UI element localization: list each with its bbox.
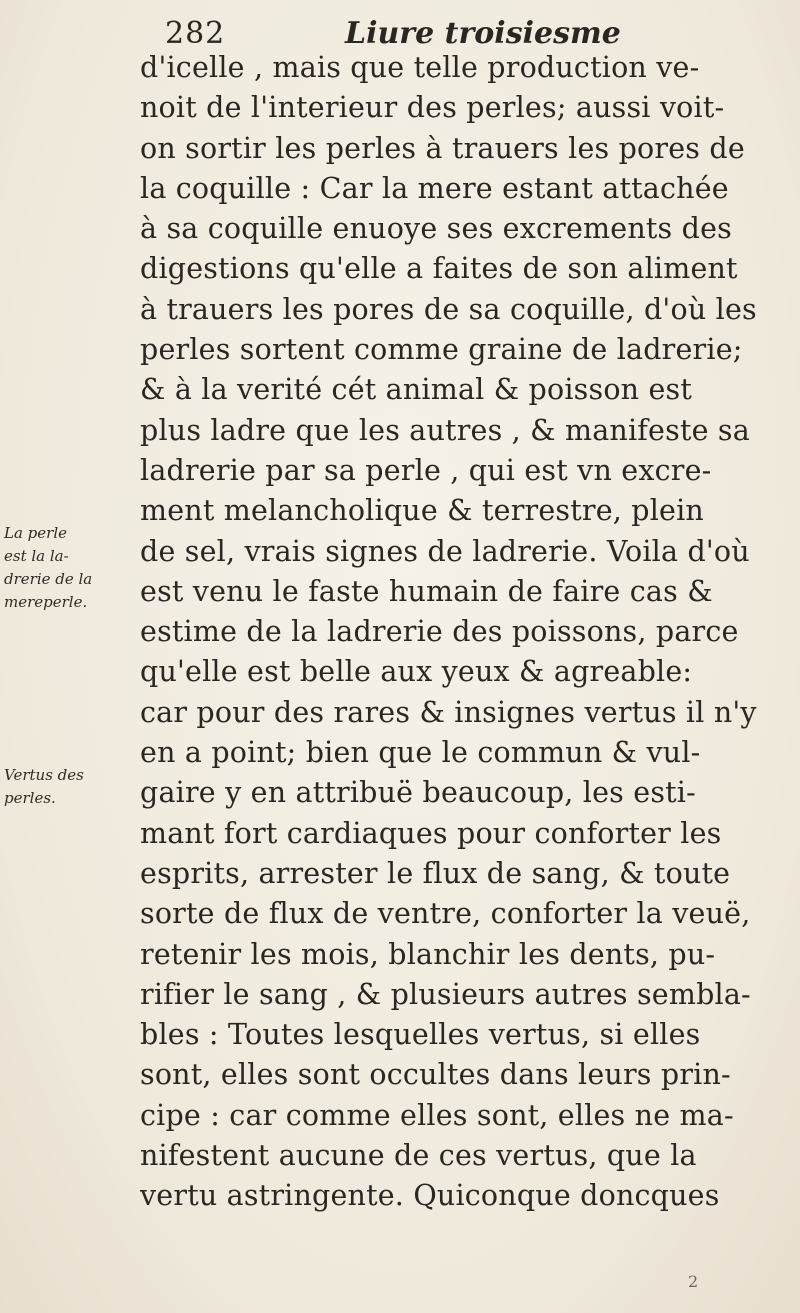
text-line: sont, elles sont occultes dans leurs prin-	[140, 1058, 731, 1092]
text-line: esprits, arrester le flux de sang, & toute	[140, 856, 731, 890]
marginal-note-line: perles.	[4, 789, 56, 807]
text-line: gaire y en attribuë beaucoup, les esti-	[140, 776, 696, 810]
text-line: cipe : car comme elles sont, elles ne ma-	[140, 1098, 734, 1132]
marginal-note-perle-ladrerie	[4, 522, 128, 614]
page-number: 282	[165, 16, 226, 51]
text-line: mant fort cardiaques pour conforter les	[140, 816, 722, 850]
signature-mark: 2	[688, 1272, 699, 1291]
text-line: vertu astringente. Quiconque doncques	[140, 1179, 720, 1213]
text-line: rifier le sang , & plusieurs autres sembla-	[140, 977, 751, 1011]
text-line: la coquille : Car la mere estant attachée	[140, 171, 729, 205]
marginal-note-line: La perle	[4, 524, 67, 542]
text-line: qu'elle est belle aux yeux & agreable:	[140, 655, 693, 689]
page-header	[0, 10, 800, 50]
text-line: est venu le faste humain de faire cas &	[140, 574, 713, 608]
text-line: estime de la ladrerie des poissons, parce	[140, 615, 739, 649]
text-line: on sortir les perles à trauers les pores de	[140, 131, 745, 165]
text-line: bles : Toutes lesquelles vertus, si elles	[140, 1018, 701, 1052]
marginal-note-vertus	[4, 764, 128, 810]
text-line: à trauers les pores de sa coquille, d'où les	[140, 292, 757, 326]
text-line: plus ladre que les autres , & manifeste sa	[140, 413, 750, 447]
marginal-note-line: mereperle.	[4, 593, 88, 611]
text-line: digestions qu'elle a faites de son aliment	[140, 252, 738, 286]
marginal-note-line: est la la-	[4, 547, 69, 565]
text-line: perles sortent comme graine de ladrerie;	[140, 333, 743, 367]
text-line: ladrerie par sa perle , qui est vn excre-	[140, 453, 712, 487]
running-title: Liure troisiesme	[345, 16, 621, 51]
text-line: en a point; bien que le commun & vul-	[140, 736, 701, 770]
text-line: car pour des rares & insignes vertus il n'y	[140, 695, 757, 729]
text-line: à sa coquille enuoye ses excrements des	[140, 212, 732, 246]
text-line: ment melancholique & terrestre, plein	[140, 494, 704, 528]
body-text	[140, 48, 757, 1217]
text-line: noit de l'interieur des perles; aussi voit-	[140, 91, 725, 125]
text-line: d'icelle , mais que telle production ve-	[140, 51, 700, 84]
marginal-note-line: Vertus des	[4, 766, 84, 784]
text-line: retenir les mois, blanchir les dents, pu-	[140, 937, 716, 971]
text-line: sorte de flux de ventre, conforter la veuë,	[140, 897, 751, 931]
text-line: nifestent aucune de ces vertus, que la	[140, 1139, 697, 1173]
marginal-note-line: drerie de la	[4, 570, 93, 588]
text-line: de sel, vrais signes de ladrerie. Voila d'où	[140, 534, 750, 568]
text-line: & à la verité cét animal & poisson est	[140, 373, 693, 407]
